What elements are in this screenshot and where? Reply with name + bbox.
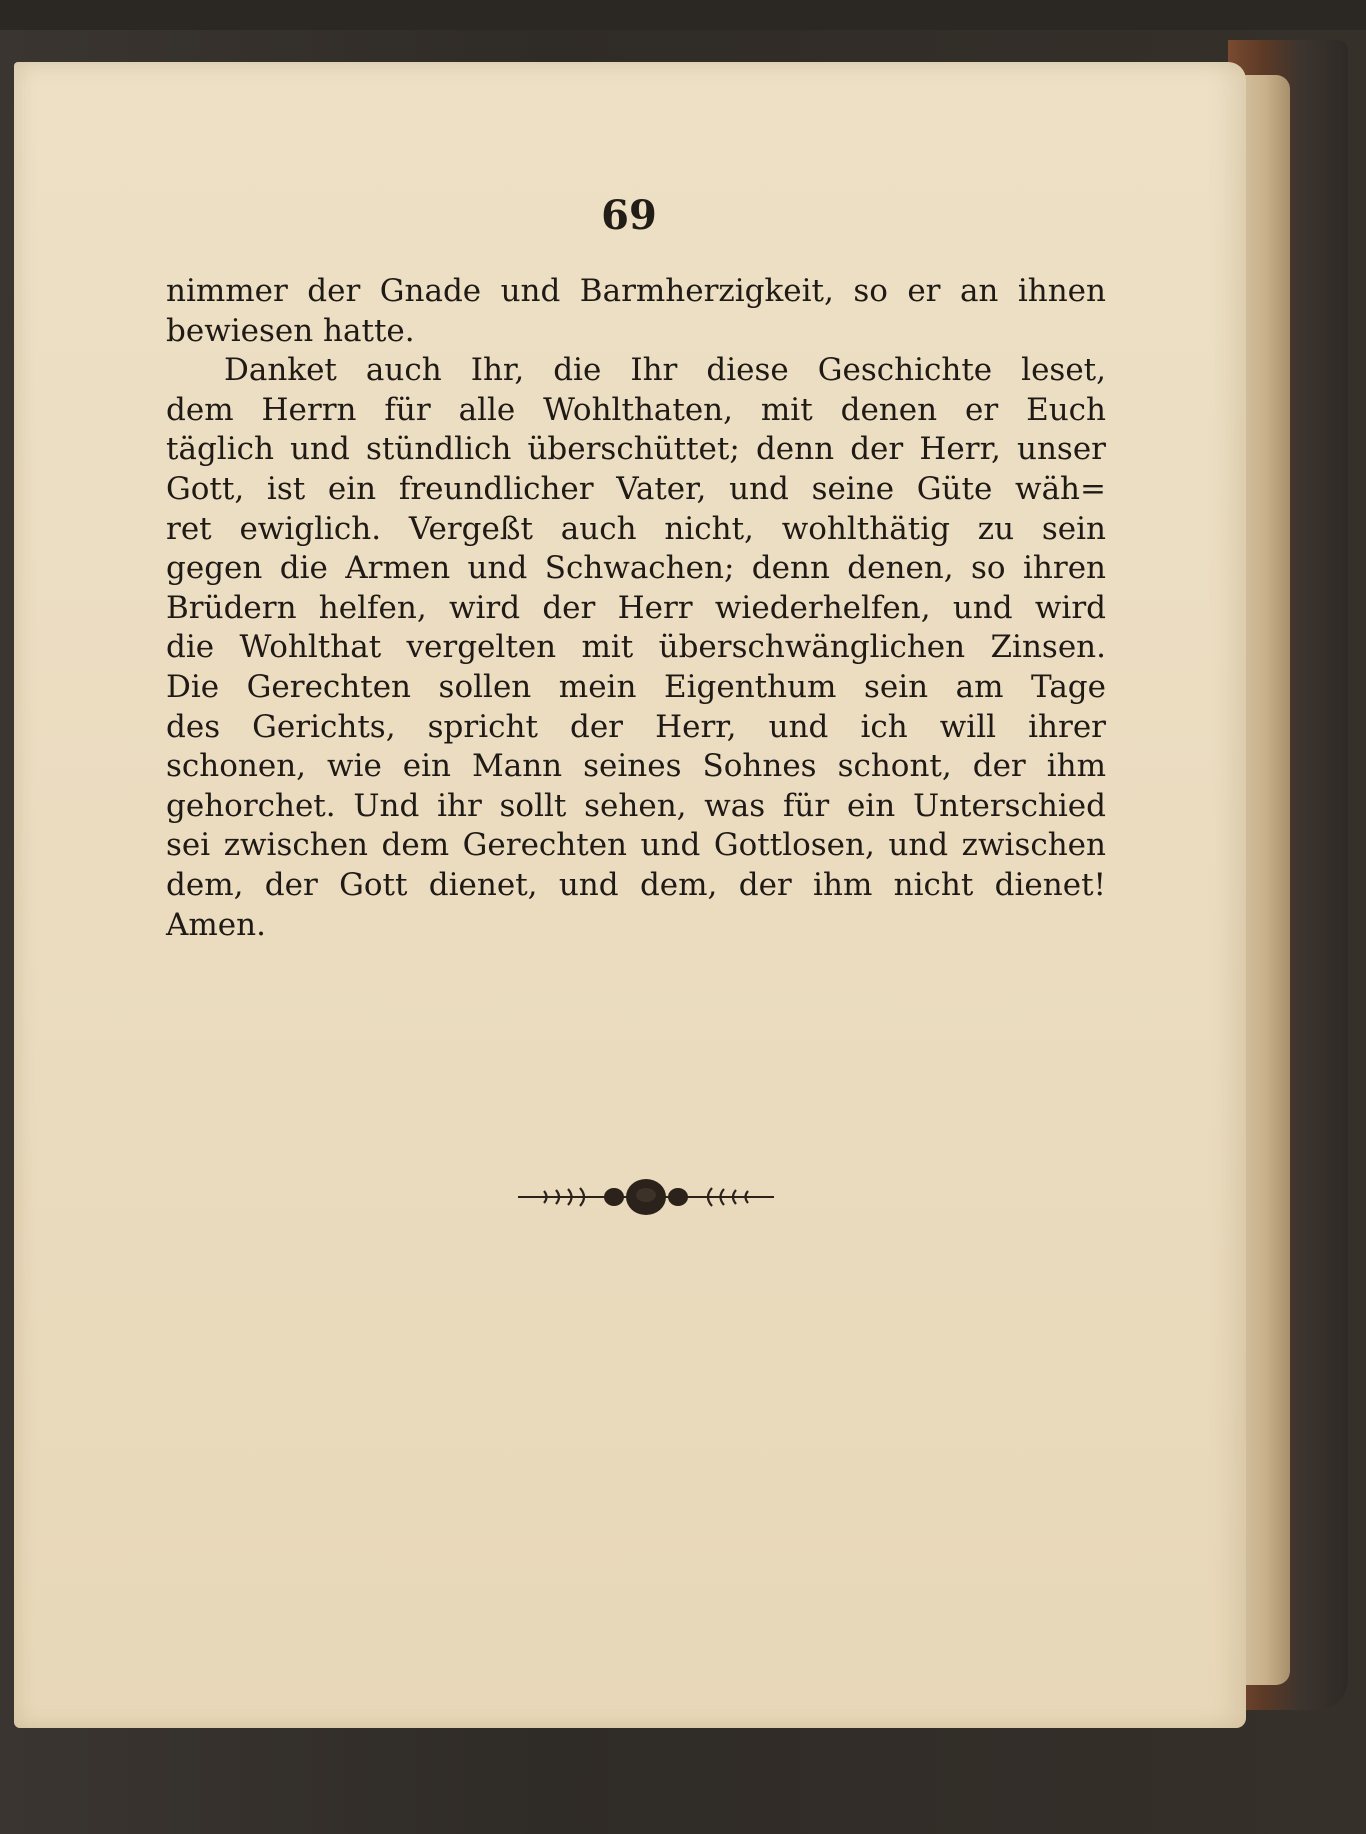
- text-line: ret ewiglich. Vergeßt auch nicht, wohlthätig zu sein: [166, 510, 1106, 547]
- text-line: schonen, wie ein Mann seines Sohnes schont, der ihm: [166, 748, 1106, 785]
- text-line: des Gerichts, spricht der Herr, und ich will ihrer: [166, 708, 1106, 745]
- text-line: die Wohlthat vergelten mit überschwänglichen Zinsen.: [166, 629, 1106, 666]
- ornamental-divider-icon: [514, 1177, 778, 1217]
- page-text: [166, 272, 1106, 945]
- page-number: 69: [601, 192, 657, 239]
- text-line: Die Gerechten sollen mein Eigenthum sein am Tage: [166, 668, 1106, 705]
- text-line: täglich und stündlich überschüttet; denn der Herr, unser: [166, 431, 1106, 468]
- text-line: sei zwischen dem Gerechten und Gottlosen, und zwischen: [166, 827, 1106, 864]
- text-line: gehorchet. Und ihr sollt sehen, was für ein Unterschied: [166, 787, 1106, 824]
- text-line: Amen.: [166, 906, 266, 943]
- text-line: Gott, ist ein freundlicher Vater, und seine Güte wäh=: [166, 470, 1106, 507]
- text-line: nimmer der Gnade und Barmherzigkeit, so er an ihnen: [166, 273, 1106, 309]
- text-line: Brüdern helfen, wird der Herr wiederhelfen, und wird: [166, 589, 1106, 626]
- text-line: dem Herrn für alle Wohlthaten, mit denen er Euch: [166, 391, 1106, 428]
- text-line: gegen die Armen und Schwachen; denn denen, so ihren: [166, 550, 1106, 587]
- book-page: [14, 62, 1246, 1728]
- text-line: Danket auch Ihr, die Ihr diese Geschichte leset,: [224, 352, 1106, 389]
- text-line: bewiesen hatte.: [166, 312, 415, 349]
- text-line: dem, der Gott dienet, und dem, der ihm nicht dienet!: [166, 866, 1106, 903]
